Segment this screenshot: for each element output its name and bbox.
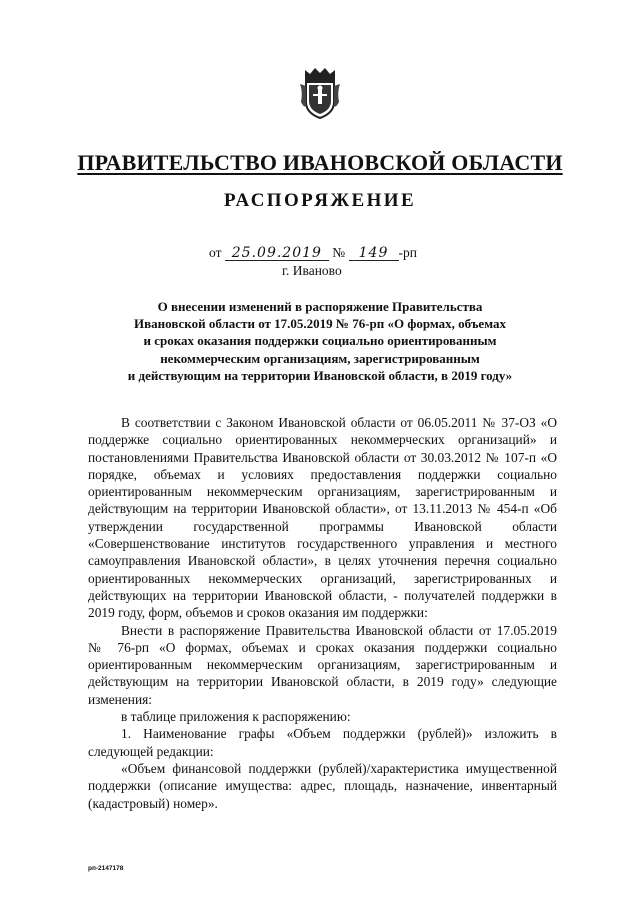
document-type: РАСПОРЯЖЕНИЕ (223, 190, 417, 211)
body-paragraph: В соответствии с Законом Ивановской области от 06.05.2011 № 37-ОЗ «О поддержке социально ориентированных некоммерческих организаций» и постановлениями Правительства Ивановской области от 30.03.2012 № 107-п «О порядке, объемах и условиях предоставления поддержки социально ориентированным некоммерческим организациям, зарегистрированным и действующим на территории Ивановской области», от 13.11.2013 № 454-п «Об утверждении государственной программы Ивановской области «Совершенствование институтов государственного управления и местного самоуправления Ивановской области», в целях уточнения перечня социально ориентированных некоммерческих организаций, зарегистрированных и действующих на территории Ивановской области, - получателей поддержки в 2019 году, форм, объемов и сроков оказания им поддержки: (88, 415, 557, 621)
government-title: ПРАВИТЕЛЬСТВО ИВАНОВСКОЙ ОБЛАСТИ (77, 150, 563, 175)
document-body (88, 414, 557, 812)
document-heading (100, 298, 540, 384)
body-paragraph: «Объем финансовой поддержки (рублей)/характеристика имущественной поддержки (описание имущества: адрес, площадь, назначение, инвентарный (кадастровый) номер». (88, 760, 557, 811)
heading-line: и сроках оказания поддержки социально ориентированным (143, 333, 497, 349)
heading-line: О внесении изменений в распоряжение Правительства (157, 299, 483, 314)
heading-line: и действующим на территории Ивановской области, в 2019 году» (127, 367, 513, 383)
date-number-line (209, 245, 417, 261)
body-paragraph: 1. Наименование графы «Объем поддержки (рублей)» изложить в следующей редакции: (88, 726, 557, 759)
registration-stamp: рп-2147178 (88, 865, 124, 872)
city: г. Иваново (282, 263, 342, 278)
ivanovo-coat-of-arms-icon (299, 66, 341, 120)
heading-line: Ивановской области от 17.05.2019 № 76-рп «О формах, объемах (134, 316, 506, 332)
number-sign: № (332, 245, 346, 260)
number-suffix: -рп (398, 245, 417, 260)
document-date: 25.09.2019 (225, 246, 329, 261)
heading-line: некоммерческим организациям, зарегистрированным (160, 350, 480, 366)
body-paragraph: Внести в распоряжение Правительства Ивановской области от 17.05.2019 № 76-рп «О формах, объемах и сроках оказания поддержки социально ориентированным некоммерческим организациям, зарегистрированным и действующим на территории Ивановской области, в 2019 году» следующие изменения: (88, 622, 557, 707)
document-number: 149 (349, 246, 399, 261)
date-prefix: от (209, 245, 222, 260)
body-paragraph: в таблице приложения к распоряжению: (121, 709, 351, 725)
